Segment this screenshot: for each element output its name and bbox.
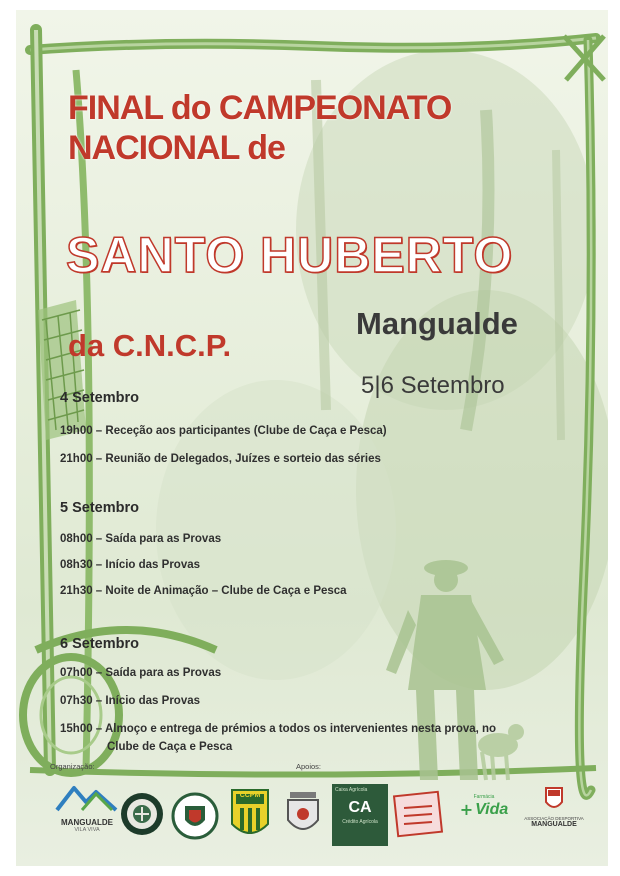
associacao-desportiva-logo [516, 786, 592, 844]
credito-agricola-mark: CA [348, 799, 372, 816]
sponsors-footer [16, 762, 608, 862]
day-section [60, 500, 347, 597]
stamp-logo [392, 788, 444, 842]
schedule-separator: – [92, 425, 106, 437]
schedule-text-continuation: Clube de Caça e Pesca [107, 741, 233, 753]
schedule-text: Noite de Animação – Clube de Caça e Pesca [105, 585, 347, 597]
title-line-2: NACIONAL de [68, 129, 285, 167]
farmacia-vida-logo [452, 794, 516, 830]
schedule-item [60, 664, 510, 682]
associacao-desportiva-name: MANGUALDE [531, 821, 577, 828]
day-heading: 5 Setembro [60, 500, 139, 516]
mangualde-mark-icon [52, 780, 122, 814]
mangualde-logo-name: MANGUALDE [61, 818, 113, 827]
club-crest-logo [171, 792, 219, 840]
ccpm-logo-text: CCPM [239, 792, 261, 799]
associacao-desportiva-top: ASSOCIAÇÃO DESPORTIVA [524, 816, 584, 821]
schedule-text: Saída para as Provas [105, 533, 222, 545]
ccpm-logo [230, 788, 270, 842]
event-city: Mangualde [356, 306, 518, 341]
farmacia-vida-prefix: Farmácia [473, 794, 495, 800]
schedule-separator: – [92, 533, 106, 545]
schedule-text: Saída para as Provas [105, 667, 222, 679]
schedule-item [60, 582, 510, 600]
schedule-item [60, 556, 510, 574]
schedule-separator: – [92, 559, 106, 571]
farmacia-vida-name: Vida [475, 800, 509, 818]
schedule-item [60, 422, 510, 440]
event-dates: 5|6 Setembro [361, 372, 505, 399]
organizer-short: da C.N.C.P. [68, 328, 232, 363]
organizacao-label: Organização: [50, 762, 95, 771]
day-heading: 4 Setembro [60, 390, 139, 406]
mangualde-logo-sub: VILA VIVA [74, 827, 100, 833]
plus-icon: + [459, 800, 474, 819]
schedule-text: Início das Provas [105, 559, 201, 571]
schedule-item [60, 530, 510, 548]
day-heading: 6 Setembro [60, 636, 139, 652]
schedule-text: Almoço e entrega de prémios a todos os intervenientes nesta prova, no [104, 723, 497, 735]
day-section [60, 636, 497, 753]
schedule-time: 08h30 [60, 559, 93, 571]
apoios-label: Apoios: [296, 762, 322, 771]
schedule-item [60, 720, 510, 756]
schedule-text: Receção aos participantes (Clube de Caça e Pesca) [105, 425, 387, 437]
schedule-time: 21h30 [60, 585, 93, 597]
schedule-text: Reunião de Delegados, Juízes e sorteio das séries [105, 453, 381, 465]
schedule-time: 21h00 [60, 453, 93, 465]
schedule-separator: – [92, 585, 106, 597]
credito-agricola-sub: Crédito Agrícola [342, 819, 378, 825]
schedule-time: 07h00 [60, 667, 93, 679]
event-title [68, 88, 451, 168]
credito-agricola-logo [332, 784, 388, 846]
credito-agricola-top: Caixa Agrícola [335, 787, 368, 793]
schedule-time: 19h00 [60, 425, 93, 437]
poster [16, 10, 608, 866]
schedule-separator: – [92, 723, 105, 735]
title-line-1: FINAL do CAMPEONATO [68, 89, 452, 127]
federation-seal-logo [120, 792, 164, 836]
schedule-separator: – [92, 667, 106, 679]
schedule-item [60, 450, 510, 468]
municipal-crest-logo [282, 790, 324, 840]
mangualde-logo [52, 780, 122, 838]
schedule-separator: – [92, 453, 106, 465]
schedule-time: 08h00 [60, 533, 93, 545]
schedule-text: Início das Provas [105, 695, 201, 707]
schedule-time: 07h30 [60, 695, 93, 707]
schedule-item [60, 692, 510, 710]
schedule-separator: – [92, 695, 106, 707]
event-name: SANTO HUBERTO [66, 227, 514, 283]
schedule-time: 15h00 [60, 723, 93, 735]
day-section [60, 390, 387, 465]
